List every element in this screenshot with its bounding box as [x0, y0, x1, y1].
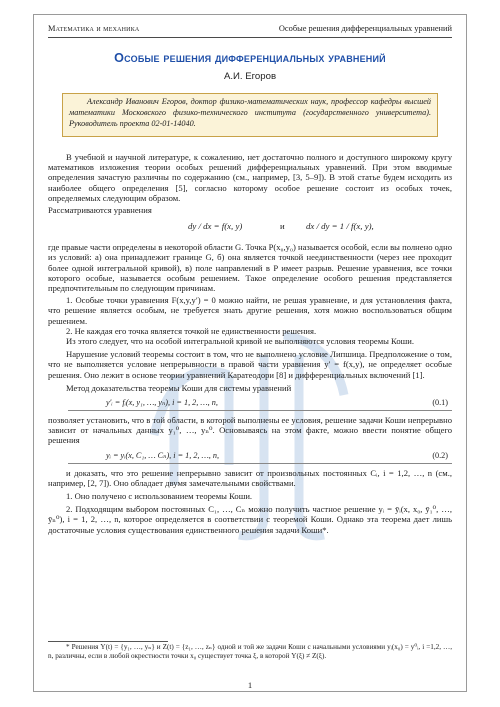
equation-rule — [68, 463, 452, 464]
paragraph: 2. Подходящим выбором постоянных C₁, …, Cₙ можно получить частное решение yᵢ = ȳᵢ(x, x₀, ȳ₁⁰, …, ȳₙ⁰), i = 1, 2, …, n, которое определяется в соответствии с теоремой Коши. Однако эта теорема дает лишь достаточные условия существования единственного решения задачи Коши*. — [48, 504, 452, 535]
paragraph: где правые части определены в некоторой области G. Точка P(x₀,y₀) называется особой, если вы полнено одно из условий: а) она принадлежит границе G, б) она является точкой неединственности (через нее проходит более одной интегральной кривой), в) поле направлений в P имеет разрыв. Решение уравнения, все точки которого особые, называется особым решением. Такое определение особого решения представляется предпочтительным по следующим причинам. — [48, 242, 452, 294]
author-info-box: Александр Иванович Егоров, доктор физико-математических наук, профессор кафедры высшей математики Московского физико-технического института (государственного университета). Руководитель проекта 02-01-14040. — [62, 93, 438, 137]
equation-number: (0.2) — [432, 450, 448, 460]
header-article: Особые решения дифференциальных уравнений — [278, 24, 452, 33]
paragraph: и доказать, что это решение непрерывно зависит от произвольных постоянных Cᵢ, i = 1,2, …, n (см., например, [2, 7]). Оно обладает двумя замечательными свойствами. — [48, 467, 452, 488]
equation-text: yᵢ = yᵢ(x, C₁, … Cₙ), i = 1, 2, …, n, — [106, 450, 220, 460]
paragraph: 2. Не каждая его точка является точкой не единственности решения. — [66, 325, 317, 336]
equation-0-1 — [48, 397, 452, 411]
article-body — [48, 152, 452, 535]
equation-pair — [48, 218, 452, 240]
paragraph: Рассматриваются уравнения — [48, 205, 152, 216]
running-header — [48, 23, 452, 38]
footnote: * Решения Y(t) = {y₁, …, yₙ} и Z(t) = {z₁, …, zₙ} одной и той же задачи Коши с начальными условиями yᵢ(x₀) = y⁰ᵢ, i =1,2, …, n, различны, если в любой окрестности точки x₀ существует точка ξ, в которой Y(ξ) ≠ Z(ξ). — [48, 643, 452, 660]
equation-text: y′ᵢ = fᵢ(x, y₁, …, yₙ), i = 1, 2, …, n, — [106, 398, 218, 408]
equation-number: (0.1) — [432, 398, 448, 408]
paragraph: Нарушение условий теоремы состоит в том, что не выполнено условие Липшица. Предположение о том, что не выполняется условие непрерывности в правой части уравнения y′ = f(x,y), не определяет особые решения. Оно лежит в основе теории уравнений Каратеодори [8] и дифференциальных включений [1]. — [48, 349, 452, 380]
paragraph: 1. Оно получено с использованием теоремы Коши. — [66, 491, 253, 502]
equation-rule — [68, 410, 452, 411]
paragraph: Из этого следует, что на особой интегральной кривой не выполняются условия теоремы Коши. — [66, 336, 415, 347]
document-page — [33, 14, 467, 692]
equation-dx-dy: dx / dy = 1 / f(x, y), — [306, 221, 374, 232]
equation-0-2 — [48, 450, 452, 464]
equation-separator: и — [280, 221, 285, 232]
paragraph: Метод доказательства теоремы Коши для системы уравнений — [66, 382, 292, 393]
page-number: 1 — [247, 680, 253, 690]
paragraph: позволяет установить, что в той области, в которой выполнены ее условия, решение задачи Коши непрерывно зависит от начальных данных y₁⁰, …, yₙ⁰. Основываясь на этом факте, можно ввести понятие общего решения — [48, 415, 452, 446]
header-section: Математика и механика — [48, 24, 140, 33]
paragraph: 1. Особые точки уравнения F(x,y,y′) = 0 можно найти, не решая уравнение, и для установления факта, что решение является особым, не требуется знать другие решения, хотя можно воспользоваться общим решением. — [48, 295, 452, 326]
paragraph: В учебной и научной литературе, к сожалению, нет достаточно полного и доступного широкому кругу математиков изложения теории особых решений дифференциальных уравнений. При этом вводимые определения зачастую различны по содержанию (см., например, [3, 5–9]). В этой статье будем исходить из наиболее общего определения [5], согласно которому особое решение состоит из особых точек, определяемых следующим образом. — [48, 152, 452, 203]
equation-dy-dx: dy / dx = f(x, y) — [188, 221, 243, 232]
article-title: Особые решения дифференциальных уравнений — [114, 51, 386, 65]
article-author: А.И. Егоров — [223, 71, 277, 82]
footnote-rule — [48, 641, 168, 642]
